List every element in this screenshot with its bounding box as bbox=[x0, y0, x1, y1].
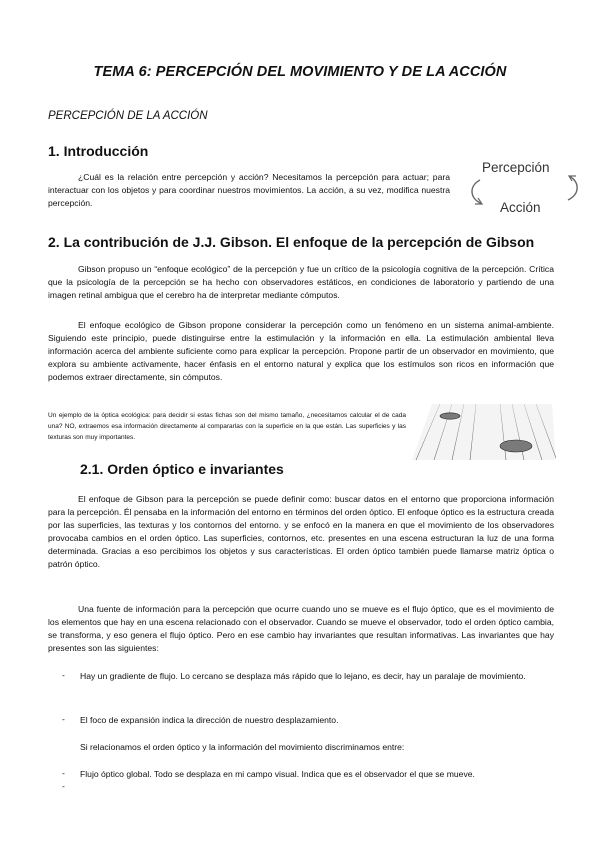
diagram-perception-label: Percepción bbox=[482, 160, 550, 175]
bullet-dash: - bbox=[62, 768, 65, 778]
bullet-dash: - bbox=[62, 670, 65, 680]
section-2-paragraph-1: Gibson propuso un “enfoque ecológico” de la percepción y fue un crítico de la psicología cognitiva de la percepción. Crítica que la psicología de la percepción se ha hecho con observadores estáticos, en condiciones de laboratorio y partiendo de una imagen retinal ambigua que el cerebro ha de interpretar mediante cómputos. bbox=[48, 264, 554, 300]
invariant-bullet-1: Hay un gradiente de flujo. Lo cercano se desplaza más rápido que lo lejano, es decir, hay un paralaje de movimiento. bbox=[80, 671, 526, 681]
section-2-1-heading: 2.1. Orden óptico e invariantes bbox=[80, 461, 284, 477]
near-chip bbox=[500, 440, 532, 452]
section-1-heading: 1. Introducción bbox=[48, 143, 149, 159]
section-2-1-paragraph-3: Si relacionamos el orden óptico y la información del movimiento discriminamos entre: bbox=[80, 742, 405, 752]
far-chip bbox=[440, 413, 460, 419]
discrimination-bullet-1: Flujo óptico global. Todo se desplaza en mi campo visual. Indica que es el observador el que se mueve. bbox=[80, 769, 475, 779]
cycle-arrow-left-icon bbox=[472, 180, 482, 204]
bullet-dash: - bbox=[62, 714, 65, 724]
texture-chips-figure bbox=[412, 400, 556, 462]
section-1-paragraph: ¿Cuál es la relación entre percepción y acción? Necesitamos la percepción para actuar; para interactuar con los objetos y para coordinar nuestros movimientos. La acción, a su vez, modifica nuestra percepción. bbox=[48, 172, 450, 208]
figure-caption: Un ejemplo de la óptica ecológica: para decidir si estas fichas son del mismo tamaño, ¿necesitamos calcular el de cada una? NO, extraemos esa información directamente al compararlas con la superficie en la que están. Las superficies y las texturas son muy importantes. bbox=[48, 412, 406, 441]
section-2-1-paragraph-1: El enfoque de Gibson para la percepción se puede definir como: buscar datos en el entorno que proporciona información para la percepción. Él pensaba en la información del entorno en términos del orden óptico. El enfoque óptico es la estructura creada por las superficies, las texturas y los contornos del entorno. y se enfocó en la manera en que el movimiento de los observadores provocaba cambios en el orden óptico. Las superficies, contornos, etc. presentes en una escena estructuran la luz de una forma determinada. Gracias a eso percibimos los objetos y sus características. El orden óptico también puede llamarse matriz óptica o patrón óptico. bbox=[48, 494, 554, 569]
subtitle: PERCEPCIÓN DE LA ACCIÓN bbox=[48, 110, 208, 122]
invariant-bullet-2: El foco de expansión indica la dirección de nuestro desplazamiento. bbox=[80, 715, 339, 725]
cycle-arrow-right-icon bbox=[568, 176, 577, 200]
diagram-action-label: Acción bbox=[500, 200, 541, 215]
bullet-dash: - bbox=[62, 781, 65, 791]
section-2-heading: 2. La contribución de J.J. Gibson. El enfoque de la percepción de Gibson bbox=[48, 234, 535, 250]
page-title: TEMA 6: PERCEPCIÓN DEL MOVIMIENTO Y DE LA ACCIÓN bbox=[93, 64, 507, 80]
section-2-paragraph-2: El enfoque ecológico de Gibson propone considerar la percepción como un fenómeno en un sistema animal-ambiente. Siguiendo este principio, puede distinguirse entre la estimulación y la información en ella. La estimulación ambiental lleva información acerca del ambiente suficiente como para explicar la percepción. Propone partir de un observador en movimiento, que explora su ambiente activamente, hacer énfasis en el entorno natural y explica que los estímulos son ricos en información que podemos extraer directamente, sin cómputos. bbox=[48, 320, 554, 382]
section-2-1-paragraph-2: Una fuente de información para la percepción que ocurre cuando uno se mueve es el flujo óptico, que es el movimiento de los elementos que hay en una escena relacionado con el observador. Cuando se mueve el observador, todo el orden óptico cambia, se transforma, y eso genera el flujo óptico. Pero en ese cambio hay invariantes que resultan informativas. Las invariantes que hay presentes son las siguientes: bbox=[48, 604, 554, 653]
textured-surface bbox=[412, 404, 556, 460]
perception-action-diagram bbox=[466, 150, 584, 218]
